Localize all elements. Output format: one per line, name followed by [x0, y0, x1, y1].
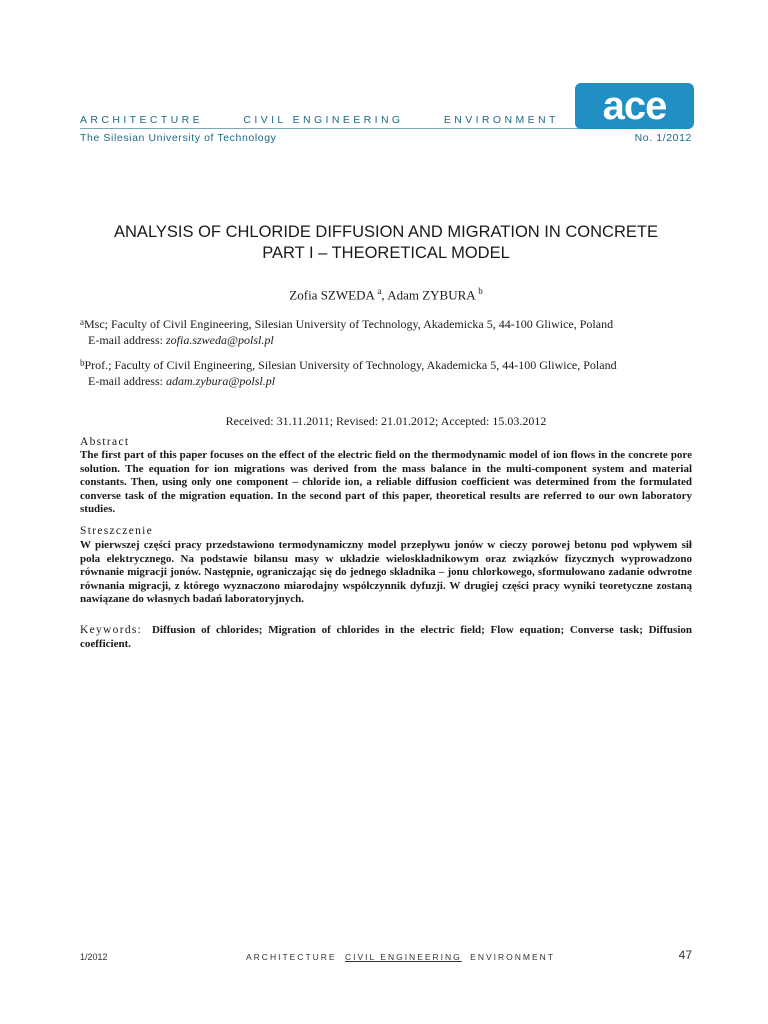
- journal-word-environment: ENVIRONMENT: [443, 114, 559, 126]
- author-2-mark: b: [478, 286, 483, 296]
- article-title: [80, 222, 692, 264]
- footer-journal: [246, 952, 555, 962]
- author-2: Adam ZYBURA: [387, 287, 475, 303]
- title-line-1: ANALYSIS OF CHLORIDE DIFFUSION AND MIGRATION IN CONCRETE: [114, 223, 658, 241]
- keywords-text: Diffusion of chlorides; Migration of chlorides in the electric field; Flow equation; Converse task; Diffusion coefficient.: [80, 624, 693, 650]
- journal-logo: [575, 83, 694, 129]
- journal-word-architecture: ARCHITECTURE: [80, 114, 204, 126]
- title-line-2: PART I – THEORETICAL MODEL: [262, 244, 510, 262]
- affiliation-b-text: Prof.; Faculty of Civil Engineering, Silesian University of Technology, Akademicka 5, 44-100 Gliwice, Poland: [84, 358, 617, 372]
- affiliation-b: [80, 355, 692, 389]
- authors: [80, 286, 692, 303]
- affiliation-b-email[interactable]: adam.zybura@polsl.pl: [165, 374, 276, 388]
- affiliation-a: [80, 314, 692, 348]
- issue-number: No. 1/2012: [634, 132, 692, 144]
- keywords-label: Keywords:: [80, 624, 143, 636]
- abstract-heading: Abstract: [80, 436, 130, 448]
- journal-name: [80, 114, 593, 126]
- streszczenie-heading: Streszczenie: [80, 525, 154, 537]
- affiliation-a-mark: a: [80, 317, 84, 327]
- footer-issue: 1/2012: [80, 952, 108, 962]
- author-separator: ,: [381, 287, 388, 303]
- page-number: 47: [678, 948, 692, 962]
- affiliation-a-text: Msc; Faculty of Civil Engineering, Silesian University of Technology, Akademicka 5, 44-100 Gliwice, Poland: [84, 317, 614, 331]
- received-dates: Received: 31.11.2011; Revised: 21.01.2012; Accepted: 15.03.2012: [225, 414, 547, 428]
- header-rule: [80, 128, 580, 129]
- abstract-text: The first part of this paper focuses on the effect of the electric field on the thermodynamic model of ion flows in the concrete pore solution. The equation for ion migrations was derived from the mass balance in the multi-component system and material constants. Then, using only one component – chloride ion, a reliable diffusion coefficient was determined from the formulated converse task of the migration equation. In the second part of this paper, theoretical results are referred to our own laboratory studies.: [80, 449, 692, 515]
- logo-text: ace: [602, 84, 667, 128]
- university-name: The Silesian University of Technology: [80, 132, 277, 144]
- footer-journal-right: ENVIRONMENT: [470, 952, 555, 962]
- keywords: [80, 624, 692, 651]
- footer-journal-left: ARCHITECTURE: [246, 952, 337, 962]
- affiliation-a-email-label: E-mail address:: [88, 333, 166, 347]
- author-1-mark: a: [377, 286, 382, 296]
- streszczenie-text: W pierwszej części pracy przedstawiono termodynamiczny model przepływu jonów w cieczy porowej betonu pod wpływem sił pola elektrycznego. Na podstawie bilansu masy w układzie wieloskładnikowym oraz związków fizycznych wyprowadzono równanie migracji jonów. Następnie, ograniczając się do jednego składnika – jonu chlorkowego, sformułowano zadanie odwrotne równania migracji, z którego wyznaczono miarodajny współczynnik dyfuzji. W drugiej części pracy wyniki teoretyczne zostaną nawiązane do własnych badań laboratoryjnych.: [80, 539, 692, 605]
- affiliation-a-email[interactable]: zofia.szweda@polsl.pl: [165, 333, 274, 347]
- affiliation-b-mark: b: [80, 358, 85, 368]
- author-1: Zofia SZWEDA: [289, 287, 375, 303]
- journal-word-civil-engineering: CIVIL ENGINEERING: [243, 114, 404, 126]
- affiliation-b-email-label: E-mail address:: [88, 374, 166, 388]
- footer-journal-mid: CIVIL ENGINEERING: [344, 952, 462, 962]
